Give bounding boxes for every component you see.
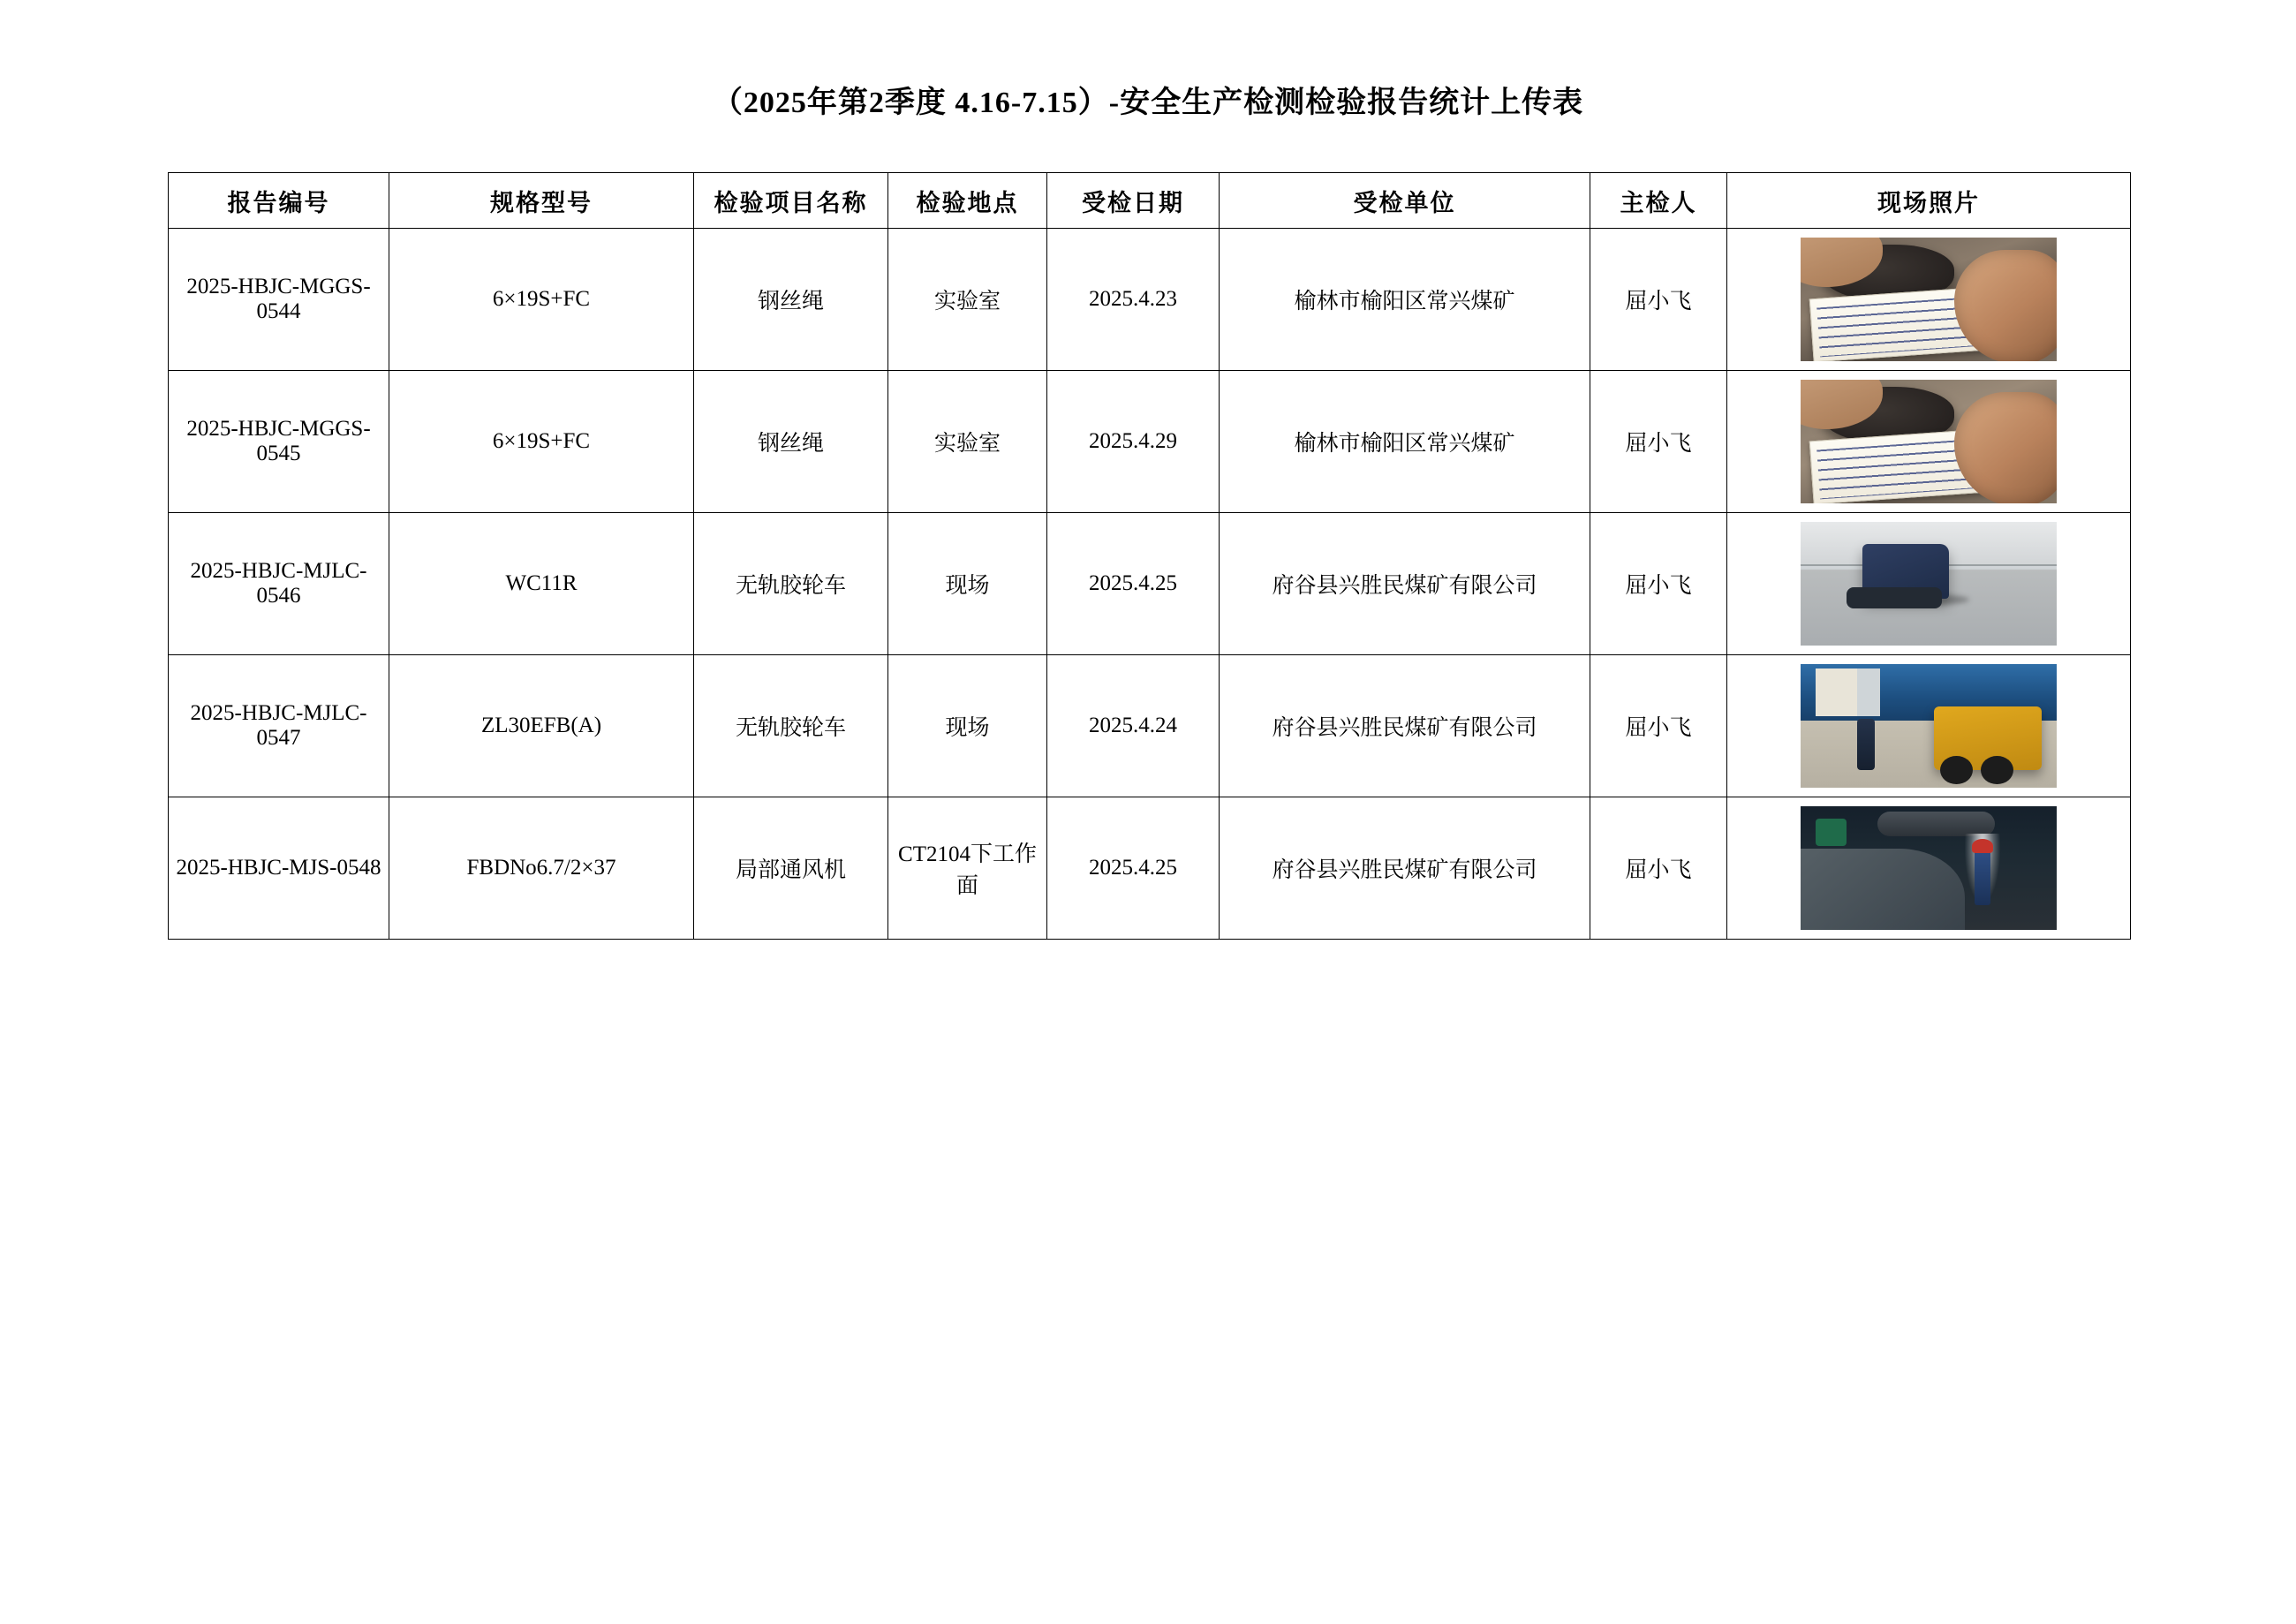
cell-unit: 府谷县兴胜民煤矿有限公司 xyxy=(1220,655,1590,797)
page-title: （2025年第2季度 4.16-7.15）-安全生产检测检验报告统计上传表 xyxy=(712,87,1584,119)
cell-unit: 府谷县兴胜民煤矿有限公司 xyxy=(1220,797,1590,940)
column-header-spec: 规格型号 xyxy=(389,173,694,229)
cell-date: 2025.4.29 xyxy=(1047,371,1220,513)
column-header-inspector: 主检人 xyxy=(1590,173,1727,229)
hand-upper xyxy=(1801,380,1883,429)
cell-unit: 榆林市榆阳区常兴煤矿 xyxy=(1220,371,1590,513)
cell-spec: FBDNo6.7/2×37 xyxy=(389,797,694,940)
cell-place: 实验室 xyxy=(888,371,1047,513)
table-row xyxy=(169,655,2131,797)
report-table xyxy=(168,172,2131,940)
column-header-place: 检验地点 xyxy=(888,173,1047,229)
table-row xyxy=(169,371,2131,513)
cell-photo xyxy=(1727,513,2131,655)
cell-report-no: 2025-HBJC-MGGS-0545 xyxy=(169,371,389,513)
wire-rope-sample-photo xyxy=(1801,380,2057,503)
wire-rope-sample-photo xyxy=(1801,238,2057,361)
cell-photo xyxy=(1727,229,2131,371)
cell-photo xyxy=(1727,371,2131,513)
column-header-report-no: 报告编号 xyxy=(169,173,389,229)
cell-spec: WC11R xyxy=(389,513,694,655)
cell-unit: 榆林市榆阳区常兴煤矿 xyxy=(1220,229,1590,371)
worker-figure xyxy=(1857,719,1875,771)
miner-figure xyxy=(1975,850,1990,905)
cell-report-no: 2025-HBJC-MJLC-0547 xyxy=(169,655,389,797)
cell-inspector: 屈小飞 xyxy=(1590,229,1727,371)
cell-date: 2025.4.24 xyxy=(1047,655,1220,797)
cell-inspector: 屈小飞 xyxy=(1590,371,1727,513)
cell-date: 2025.4.25 xyxy=(1047,513,1220,655)
column-header-item: 检验项目名称 xyxy=(694,173,888,229)
yard-vehicle-photo xyxy=(1801,522,2057,646)
cell-spec: ZL30EFB(A) xyxy=(389,655,694,797)
column-header-date: 受检日期 xyxy=(1047,173,1220,229)
cell-photo xyxy=(1727,797,2131,940)
cell-item: 局部通风机 xyxy=(694,797,888,940)
column-header-unit: 受检单位 xyxy=(1220,173,1590,229)
coal-wall xyxy=(1801,849,1965,930)
cell-spec: 6×19S+FC xyxy=(389,371,694,513)
table-header-row xyxy=(169,173,2131,229)
cell-place: CT2104下工作面 xyxy=(888,797,1047,940)
underground-working-face-photo xyxy=(1801,806,2057,930)
cell-place: 实验室 xyxy=(888,229,1047,371)
cell-unit: 府谷县兴胜民煤矿有限公司 xyxy=(1220,513,1590,655)
green-equipment xyxy=(1816,819,1847,846)
cell-inspector: 屈小飞 xyxy=(1590,513,1727,655)
table-row xyxy=(169,229,2131,371)
cell-item: 钢丝绳 xyxy=(694,229,888,371)
cell-item: 钢丝绳 xyxy=(694,371,888,513)
cell-place: 现场 xyxy=(888,513,1047,655)
cell-place: 现场 xyxy=(888,655,1047,797)
cell-spec: 6×19S+FC xyxy=(389,229,694,371)
cell-photo xyxy=(1727,655,2131,797)
hand-upper xyxy=(1801,238,1883,287)
cell-item: 无轨胶轮车 xyxy=(694,655,888,797)
cell-inspector: 屈小飞 xyxy=(1590,797,1727,940)
wheel-loader xyxy=(1934,706,2042,771)
table-row xyxy=(169,797,2131,940)
report-table-wrapper xyxy=(168,172,2130,940)
cell-inspector: 屈小飞 xyxy=(1590,655,1727,797)
table-row xyxy=(169,513,2131,655)
cell-date: 2025.4.25 xyxy=(1047,797,1220,940)
cell-report-no: 2025-HBJC-MJLC-0546 xyxy=(169,513,389,655)
cell-item: 无轨胶轮车 xyxy=(694,513,888,655)
cell-report-no: 2025-HBJC-MGGS-0544 xyxy=(169,229,389,371)
column-header-photo: 现场照片 xyxy=(1727,173,2131,229)
vehicle-body xyxy=(1862,544,1950,599)
cell-date: 2025.4.23 xyxy=(1047,229,1220,371)
loader-under-shed-photo xyxy=(1801,664,2057,788)
ventilation-duct xyxy=(1877,812,1995,836)
cell-report-no: 2025-HBJC-MJS-0548 xyxy=(169,797,389,940)
